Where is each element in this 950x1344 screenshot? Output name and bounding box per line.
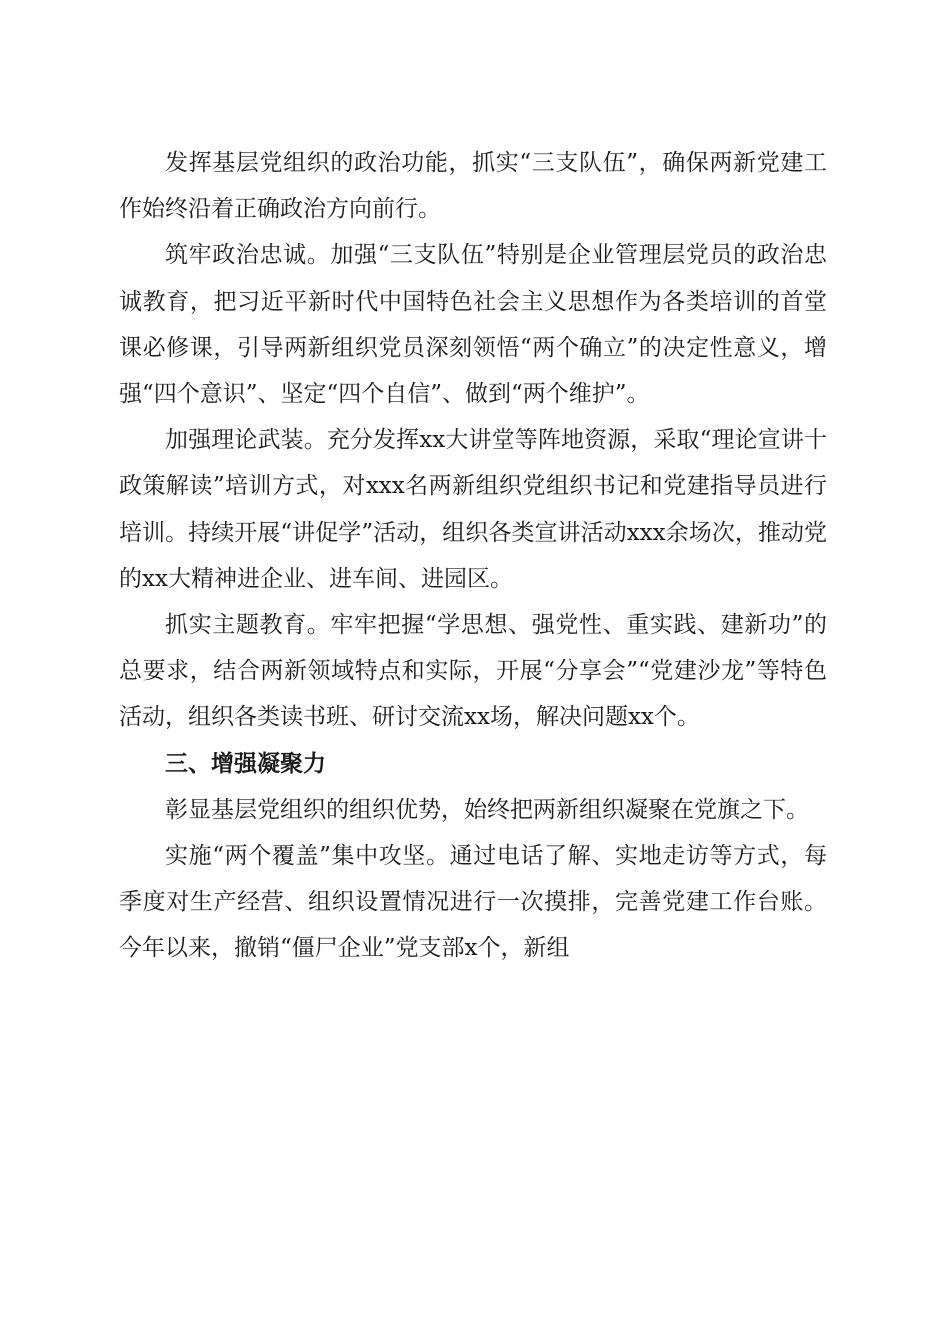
paragraph-political-loyalty: 筑牢政治忠诚。加强“三支队伍”特别是企业管理层党员的政治忠诚教育，把习近平新时代中国特色社会主义思想作为各类培训的首堂课必修课，引导两新组织党员深刻领悟“两个确立”的决定性意义，增强“四个意识”、坚定“四个自信”、做到“两个维护”。: [119, 242, 827, 408]
paragraph-two-coverages: 实施“两个覆盖”集中攻坚。通过电话了解、实地走访等方式，每季度对生产经营、组织设置情况进行一次摸排，完善党建工作台账。今年以来，撤销“僵尸企业”党支部x个，新组: [119, 843, 827, 962]
section-heading-cohesion: 三、增强凝聚力: [165, 750, 326, 777]
paragraph-political-function: 发挥基层党组织的政治功能，抓实“三支队伍”，确保两新党建工作始终沿着正确政治方向前行。: [119, 150, 827, 223]
paragraph-theme-education: 抓实主题教育。牢牢把握“学思想、强党性、重实践、建新功”的总要求，结合两新领域特点和实际，开展“分享会”“党建沙龙”等特色活动，组织各类读书班、研讨交流xx场，解决问题xx个。: [119, 612, 827, 731]
paragraph-theoretical-armament: 加强理论武装。充分发挥xx大讲堂等阵地资源，采取“理论宣讲十政策解读”培训方式，对xxx名两新组织党组织书记和党建指导员进行培训。持续开展“讲促学”活动，组织各类宣讲活动xxx余场次，推动党的xx大精神进企业、进车间、进园区。: [119, 427, 827, 592]
document-body: [119, 140, 827, 972]
paragraph-organizational-advantage: 彰显基层党组织的组织优势，始终把两新组织凝聚在党旗之下。: [165, 796, 809, 823]
